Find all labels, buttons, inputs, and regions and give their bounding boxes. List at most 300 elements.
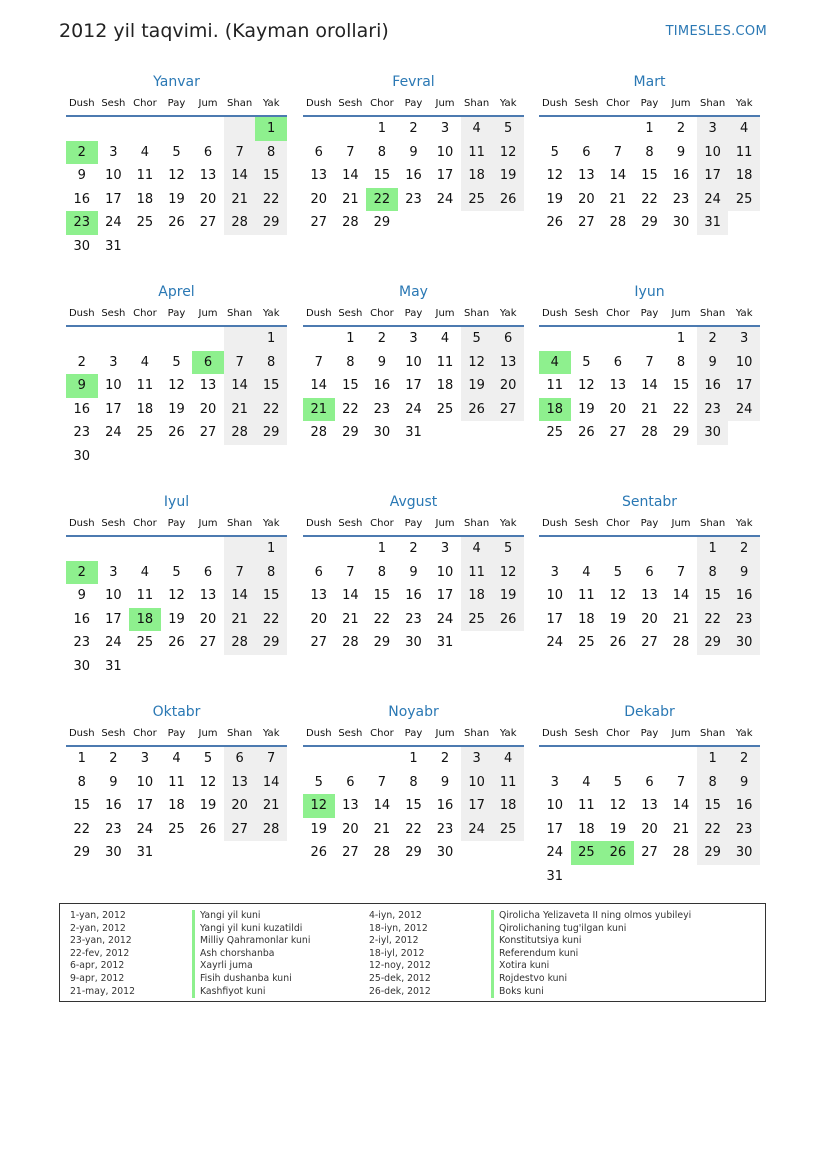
weekday-label: Shan <box>464 308 490 319</box>
empty-cell <box>335 537 367 561</box>
day-cell: 29 <box>641 215 658 231</box>
day-cell: 17 <box>105 611 122 627</box>
day-cell: 1 <box>377 121 387 136</box>
day-cell: 5 <box>461 327 493 351</box>
day-cell: 23 <box>405 611 422 627</box>
day-cell: 4 <box>461 117 493 141</box>
day-cell: 3 <box>440 121 450 136</box>
empty-cell <box>98 445 130 469</box>
day-cell: 12 <box>492 561 524 585</box>
legend-date: 4-iyn, 2012 <box>369 910 422 921</box>
day-cell: 27 <box>609 425 627 441</box>
empty-cell <box>461 211 493 235</box>
empty-cell <box>634 865 666 889</box>
day-cell: 14 <box>342 588 359 604</box>
empty-cell <box>461 841 493 865</box>
day-cell: 11 <box>546 378 564 394</box>
day-cell: 5 <box>550 144 559 160</box>
empty-cell <box>224 327 256 351</box>
empty-cell <box>571 865 603 889</box>
empty-cell <box>255 235 287 259</box>
day-cell: 31 <box>546 868 564 884</box>
day-cell: 6 <box>492 327 524 351</box>
day-cell: 25 <box>546 425 564 441</box>
day-cell: 8 <box>255 561 287 585</box>
month-name: Noyabr <box>388 704 439 720</box>
empty-cell <box>129 117 161 141</box>
day-cell: 4 <box>461 537 493 561</box>
weekday-header <box>303 722 524 747</box>
empty-cell <box>697 865 729 889</box>
day-cell: 7 <box>676 774 686 790</box>
weekday-label: Dush <box>305 308 332 319</box>
day-cell: 6 <box>203 564 213 580</box>
month-name: Iyul <box>163 494 190 510</box>
day-cell: 16 <box>405 168 422 184</box>
day-cell: 2 <box>676 121 686 136</box>
day-cell: 24 <box>546 845 564 861</box>
weekday-label: Sesh <box>338 518 363 529</box>
empty-cell <box>66 117 98 141</box>
day-cell: 23 <box>73 635 91 651</box>
weekday-label: Dush <box>305 518 332 529</box>
legend-holiday-name: Qirolichaning tug'ilgan kuni <box>491 923 691 936</box>
empty-cell <box>224 117 256 141</box>
day-cell: 31 <box>136 845 154 861</box>
page-title: 2012 yil taqvimi. (Kayman orollari) <box>59 20 389 42</box>
day-cell: 27 <box>641 845 658 861</box>
weekday-label: Sesh <box>574 728 599 739</box>
legend-holiday-name: Qirolicha Yelizaveta II ning olmos yubileyi <box>491 910 691 923</box>
weekday-label: Pay <box>640 518 659 529</box>
month-avgust <box>303 492 524 655</box>
day-cell: 6 <box>224 747 256 771</box>
day-cell: 21 <box>342 611 359 627</box>
day-cell: 15 <box>255 374 287 398</box>
day-cell: 14 <box>672 588 690 604</box>
weekday-label: Jum <box>435 308 455 319</box>
day-cell: 25 <box>461 608 493 632</box>
weekday-label: Pay <box>404 308 423 319</box>
day-cell: 4 <box>539 351 571 375</box>
weekday-label: Dush <box>68 98 95 109</box>
month-name: Fevral <box>392 74 435 90</box>
day-cell: 10 <box>436 564 454 580</box>
day-cell: 1 <box>697 747 729 771</box>
weekday-label: Shan <box>227 728 253 739</box>
weekday-label: Yak <box>262 518 280 529</box>
day-cell: 21 <box>609 191 627 207</box>
day-cell: 28 <box>609 215 627 231</box>
empty-cell <box>303 747 335 771</box>
legend-dates-right <box>369 910 431 998</box>
day-cell: 2 <box>728 537 760 561</box>
day-cell: 18 <box>461 584 493 608</box>
weekday-label: Pay <box>404 728 423 739</box>
weekday-label: Chor <box>606 308 630 319</box>
day-cell: 8 <box>645 144 654 160</box>
weekday-label: Chor <box>370 518 394 529</box>
day-cell: 30 <box>105 845 122 861</box>
legend-date: 18-iyl, 2012 <box>369 947 425 959</box>
empty-cell <box>335 117 367 141</box>
legend-holiday-name: Kashfiyot kuni <box>192 986 310 999</box>
weekday-label: Dush <box>541 518 568 529</box>
empty-cell <box>192 327 224 351</box>
day-cell: 30 <box>672 215 690 231</box>
weekday-label: Jum <box>435 98 455 109</box>
day-cell: 24 <box>105 425 122 441</box>
day-cell: 4 <box>140 354 150 370</box>
weekday-label: Shan <box>700 518 726 529</box>
empty-cell <box>461 421 493 445</box>
day-cell: 15 <box>697 794 729 818</box>
day-cell: 6 <box>346 774 355 790</box>
weekday-label: Yak <box>735 518 753 529</box>
weekday-label: Chor <box>133 728 157 739</box>
day-cell: 29 <box>255 211 287 235</box>
weekday-label: Dush <box>541 98 568 109</box>
site-link[interactable]: TIMESLES.COM <box>665 24 767 39</box>
day-cell: 7 <box>224 141 256 165</box>
weekday-header <box>303 92 524 117</box>
day-cell: 9 <box>377 354 387 370</box>
weekday-label: Sesh <box>574 518 599 529</box>
day-cell: 15 <box>342 378 359 394</box>
day-cell: 24 <box>436 611 454 627</box>
month-dekabr <box>539 702 760 889</box>
day-cell: 18 <box>728 164 760 188</box>
empty-cell <box>303 537 335 561</box>
empty-cell <box>602 747 634 771</box>
day-cell: 20 <box>609 401 627 417</box>
day-cell: 8 <box>255 141 287 165</box>
day-cell: 16 <box>373 378 391 394</box>
legend-holiday-name: Konstitutsiya kuni <box>491 935 691 948</box>
day-cell: 13 <box>310 588 328 604</box>
weekday-label: Yak <box>735 308 753 319</box>
day-cell: 13 <box>609 378 627 394</box>
day-cell: 14 <box>310 378 328 394</box>
weekday-label: Jum <box>671 518 691 529</box>
day-cell: 28 <box>224 211 256 235</box>
day-cell: 19 <box>609 821 627 837</box>
day-cell: 11 <box>461 141 493 165</box>
day-cell: 20 <box>310 611 328 627</box>
empty-cell <box>634 327 666 351</box>
day-cell: 29 <box>697 841 729 865</box>
weekday-label: Chor <box>370 308 394 319</box>
day-cell: 15 <box>405 798 422 814</box>
day-cell: 10 <box>136 774 154 790</box>
day-cell: 25 <box>136 215 154 231</box>
empty-cell <box>634 537 666 561</box>
weekday-label: Sesh <box>338 728 363 739</box>
legend-date: 9-apr, 2012 <box>70 972 125 984</box>
month-name: Yanvar <box>153 74 200 90</box>
day-cell: 24 <box>461 818 493 842</box>
day-cell: 2 <box>728 747 760 771</box>
day-grid <box>66 117 287 259</box>
day-cell: 27 <box>342 845 359 861</box>
weekday-label: Pay <box>404 98 423 109</box>
day-cell: 16 <box>105 798 122 814</box>
day-cell: 24 <box>436 191 454 207</box>
weekday-label: Sesh <box>338 308 363 319</box>
day-cell: 22 <box>405 821 422 837</box>
day-cell: 9 <box>676 144 686 160</box>
day-cell: 29 <box>255 631 287 655</box>
day-cell: 8 <box>77 774 86 790</box>
day-cell: 1 <box>255 117 287 141</box>
empty-cell <box>129 327 161 351</box>
day-cell: 24 <box>105 215 122 231</box>
day-cell: 11 <box>436 354 454 370</box>
day-cell: 6 <box>314 564 323 580</box>
day-cell: 23 <box>73 425 91 441</box>
legend-holiday-name: Rojdestvo kuni <box>491 973 691 986</box>
empty-cell <box>728 211 760 235</box>
day-cell: 20 <box>310 191 328 207</box>
day-cell: 10 <box>546 798 564 814</box>
day-cell: 28 <box>672 845 690 861</box>
day-grid <box>303 117 524 235</box>
day-cell: 18 <box>136 191 154 207</box>
day-cell: 22 <box>255 608 287 632</box>
legend-date: 23-yan, 2012 <box>70 935 132 947</box>
day-cell: 23 <box>697 398 729 422</box>
day-cell: 28 <box>224 421 256 445</box>
day-cell: 5 <box>492 117 524 141</box>
weekday-header <box>66 302 287 327</box>
day-cell: 27 <box>199 635 217 651</box>
empty-cell <box>571 537 603 561</box>
day-cell: 13 <box>310 168 328 184</box>
empty-cell <box>335 747 367 771</box>
legend-holiday-name: Milliy Qahramonlar kuni <box>192 935 310 948</box>
weekday-label: Pay <box>167 308 186 319</box>
empty-cell <box>665 747 697 771</box>
day-cell: 7 <box>224 351 256 375</box>
weekday-label: Dush <box>305 98 332 109</box>
weekday-label: Chor <box>133 518 157 529</box>
weekday-label: Sesh <box>101 728 126 739</box>
day-grid <box>66 327 287 469</box>
empty-cell <box>602 117 634 141</box>
weekday-label: Dush <box>68 518 95 529</box>
day-cell: 16 <box>73 191 91 207</box>
day-cell: 31 <box>697 211 729 235</box>
day-cell: 28 <box>342 215 359 231</box>
day-cell: 10 <box>405 354 422 370</box>
empty-cell <box>161 841 193 865</box>
day-cell: 16 <box>697 374 729 398</box>
day-cell: 9 <box>109 774 118 790</box>
day-cell: 11 <box>578 588 595 604</box>
day-cell: 23 <box>672 191 690 207</box>
legend-date: 18-iyn, 2012 <box>369 922 428 934</box>
day-cell: 3 <box>140 751 150 766</box>
day-cell: 14 <box>342 168 359 184</box>
weekday-label: Chor <box>133 98 157 109</box>
day-cell: 17 <box>546 821 564 837</box>
day-grid <box>539 327 760 445</box>
day-cell: 13 <box>641 588 658 604</box>
day-cell: 20 <box>492 374 524 398</box>
legend-holiday-name: Xayrli juma <box>192 960 310 973</box>
day-cell: 19 <box>461 374 493 398</box>
empty-cell <box>492 421 524 445</box>
day-cell: 9 <box>728 561 760 585</box>
day-cell: 4 <box>140 144 150 160</box>
legend-holiday-name: Yangi yil kuni <box>192 910 310 923</box>
weekday-label: Jum <box>198 98 218 109</box>
month-aprel <box>66 282 287 469</box>
month-name: Dekabr <box>624 704 675 720</box>
weekday-label: Sesh <box>574 308 599 319</box>
empty-cell <box>571 327 603 351</box>
day-cell: 13 <box>342 798 359 814</box>
day-cell: 16 <box>728 794 760 818</box>
day-cell: 27 <box>199 425 217 441</box>
weekday-header <box>539 512 760 537</box>
day-cell: 21 <box>641 401 658 417</box>
day-cell: 30 <box>697 421 729 445</box>
day-cell: 15 <box>373 588 391 604</box>
weekday-label: Chor <box>606 728 630 739</box>
day-cell: 24 <box>405 401 422 417</box>
day-cell: 19 <box>492 584 524 608</box>
month-iyul <box>66 492 287 679</box>
day-cell: 13 <box>199 588 217 604</box>
day-cell: 26 <box>546 215 564 231</box>
day-cell: 4 <box>140 564 150 580</box>
day-cell: 16 <box>436 798 454 814</box>
legend-date: 22-fev, 2012 <box>70 947 130 959</box>
weekday-label: Yak <box>735 98 753 109</box>
day-cell: 6 <box>314 144 323 160</box>
day-cell: 7 <box>224 561 256 585</box>
weekday-label: Jum <box>671 308 691 319</box>
day-cell: 20 <box>342 821 359 837</box>
weekday-label: Jum <box>198 518 218 529</box>
day-cell: 5 <box>172 144 181 160</box>
empty-cell <box>192 117 224 141</box>
empty-cell <box>366 747 398 771</box>
day-cell: 15 <box>672 378 690 394</box>
day-cell: 22 <box>73 821 91 837</box>
weekday-label: Shan <box>700 308 726 319</box>
legend-holiday-name: Ash chorshanba <box>192 948 310 961</box>
day-cell: 24 <box>136 821 154 837</box>
empty-cell <box>539 327 571 351</box>
day-cell: 14 <box>224 164 256 188</box>
weekday-label: Shan <box>700 728 726 739</box>
day-cell: 19 <box>199 798 217 814</box>
month-yanvar <box>66 72 287 259</box>
day-cell: 21 <box>255 794 287 818</box>
day-cell: 26 <box>578 425 595 441</box>
weekday-label: Sesh <box>101 308 126 319</box>
day-cell: 2 <box>409 121 418 136</box>
weekday-label: Dush <box>541 308 568 319</box>
day-cell: 25 <box>492 818 524 842</box>
month-name: Sentabr <box>621 494 678 510</box>
day-cell: 15 <box>255 164 287 188</box>
empty-cell <box>492 631 524 655</box>
day-cell: 3 <box>409 331 418 346</box>
day-cell: 20 <box>199 611 217 627</box>
legend-holiday-name: Boks kuni <box>491 986 691 999</box>
day-cell: 21 <box>672 821 690 837</box>
weekday-label: Chor <box>606 98 630 109</box>
empty-cell <box>161 537 193 561</box>
day-cell: 27 <box>492 398 524 422</box>
day-cell: 1 <box>255 537 287 561</box>
day-cell: 28 <box>224 631 256 655</box>
empty-cell <box>602 327 634 351</box>
legend-dates-left <box>70 910 135 998</box>
day-cell: 11 <box>136 168 154 184</box>
weekday-label: Dush <box>68 728 95 739</box>
day-cell: 22 <box>672 401 690 417</box>
empty-cell <box>492 211 524 235</box>
day-cell: 15 <box>641 168 658 184</box>
day-cell: 27 <box>310 215 328 231</box>
day-grid <box>539 537 760 655</box>
day-cell: 1 <box>645 121 654 136</box>
day-cell: 15 <box>73 798 91 814</box>
day-cell: 1 <box>377 541 387 556</box>
weekday-label: Pay <box>167 518 186 529</box>
day-cell: 13 <box>199 378 217 394</box>
day-cell: 28 <box>672 635 690 651</box>
day-cell: 4 <box>582 564 591 580</box>
day-cell: 1 <box>77 751 86 766</box>
weekday-label: Chor <box>606 518 630 529</box>
day-cell: 9 <box>697 351 729 375</box>
day-cell: 13 <box>492 351 524 375</box>
day-cell: 9 <box>409 144 418 160</box>
month-mart <box>539 72 760 235</box>
day-cell: 31 <box>105 658 122 674</box>
day-cell: 10 <box>728 351 760 375</box>
day-cell: 11 <box>728 141 760 165</box>
weekday-label: Yak <box>262 728 280 739</box>
day-cell: 14 <box>641 378 658 394</box>
day-cell: 23 <box>728 818 760 842</box>
day-cell: 3 <box>550 564 559 580</box>
day-cell: 2 <box>66 561 98 585</box>
day-cell: 15 <box>373 168 391 184</box>
empty-cell <box>224 445 256 469</box>
day-cell: 9 <box>77 168 86 184</box>
empty-cell <box>303 327 335 351</box>
legend-date: 26-dek, 2012 <box>369 985 431 997</box>
day-cell: 3 <box>109 144 118 160</box>
weekday-label: Yak <box>499 308 517 319</box>
day-cell: 17 <box>436 168 454 184</box>
day-cell: 1 <box>255 327 287 351</box>
day-cell: 3 <box>550 774 559 790</box>
weekday-label: Yak <box>735 728 753 739</box>
empty-cell <box>539 747 571 771</box>
day-cell: 30 <box>728 841 760 865</box>
weekday-label: Chor <box>370 98 394 109</box>
day-cell: 6 <box>645 564 654 580</box>
day-cell: 20 <box>641 821 658 837</box>
weekday-header <box>66 512 287 537</box>
